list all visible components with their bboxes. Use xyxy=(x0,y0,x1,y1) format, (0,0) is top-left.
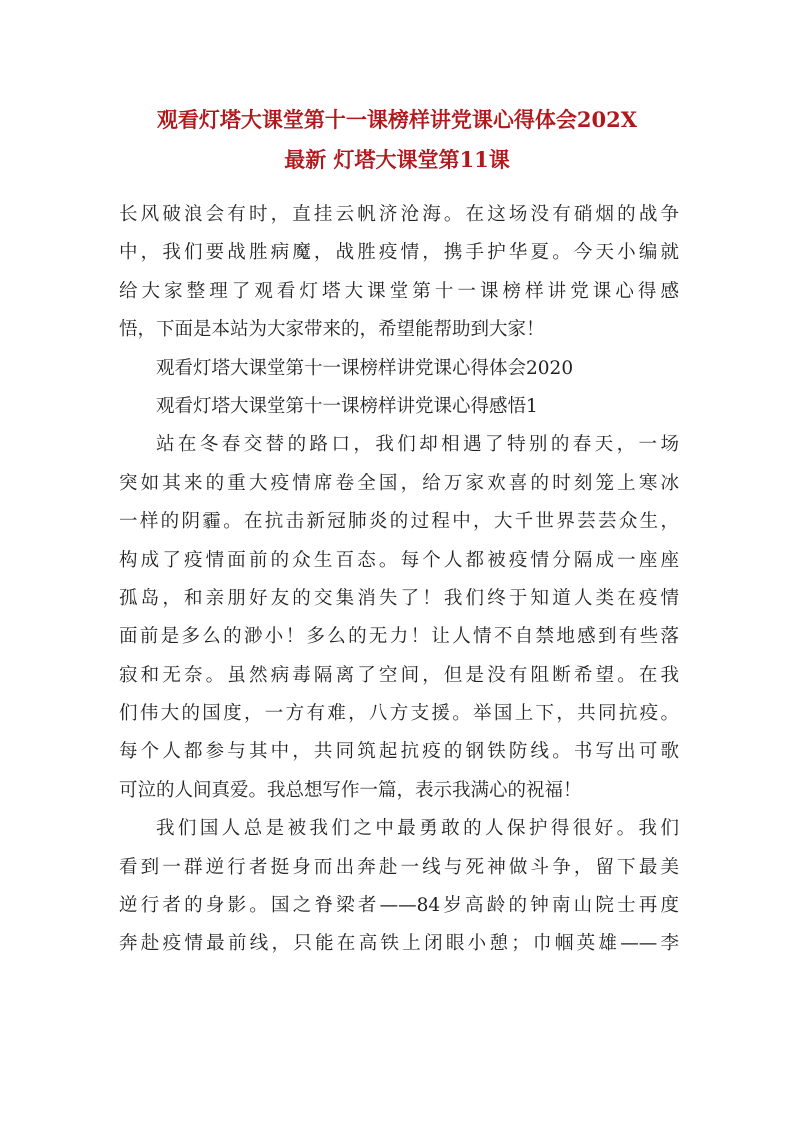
paragraph-line: 站在冬春交替的路口，我们却相遇了特别的春天，一场 xyxy=(156,434,679,456)
paragraph-line: 突如其来的重大疫情席卷全国，给万家欢喜的时刻笼上寒冰 xyxy=(119,472,679,494)
paragraph-line: 长风破浪会有时，直挂云帆济沧海。在这场没有硝烟的战争 xyxy=(119,204,679,225)
section-heading-line: 观看灯塔大课堂第十一课榜样讲党课心得体会2020 xyxy=(156,357,574,379)
paragraph-line: 一样的阴霾。在抗击新冠肺炎的过程中，大千世界芸芸众生， xyxy=(119,511,679,533)
paragraph-line: 奔赴疫情最前线，只能在高铁上闭眼小憩；巾帼英雄——李 xyxy=(119,933,679,955)
paragraph-line: 中，我们要战胜病魔，战胜疫情，携手护华夏。今天小编就 xyxy=(119,242,679,264)
paragraph-line: 给大家整理了观看灯塔大课堂第十一课榜样讲党课心得感 xyxy=(119,280,679,302)
paragraph-line: 孤岛，和亲朋好友的交集消失了！我们终于知道人类在疫情 xyxy=(119,587,679,609)
paragraph-line: 面前是多么的渺小！多么的无力！让人情不自禁地感到有些落 xyxy=(119,626,679,648)
paragraph-line: 们伟大的国度，一方有难，八方支援。举国上下，共同抗疫。 xyxy=(119,703,679,725)
paragraph-line: 构成了疫情面前的众生百态。每个人都被疫情分隔成一座座 xyxy=(119,549,679,571)
paragraph-line: 看到一群逆行者挺身而出奔赴一线与死神做斗争，留下最美 xyxy=(119,856,679,878)
title-line-1: 观看灯塔大课堂第十一课榜样讲党课心得体会202X xyxy=(156,107,638,132)
paragraph-line: 寂和无奈。虽然病毒隔离了空间，但是没有阻断希望。在我 xyxy=(119,664,679,686)
title-line-2: 最新 灯塔大课堂第11课 xyxy=(284,147,510,172)
document-title xyxy=(112,100,682,180)
document-body xyxy=(119,196,679,964)
paragraph-line: 逆行者的身影。国之脊梁者——84岁高龄的钟南山院士再度 xyxy=(119,895,679,917)
paragraph-line: 每个人都参与其中，共同筑起抗疫的钢铁防线。书写出可歌 xyxy=(119,741,679,763)
section-heading-line: 观看灯塔大课堂第十一课榜样讲党课心得感悟1 xyxy=(156,395,538,417)
paragraph-line: 可泣的人间真爱。我总想写作一篇，表示我满心的祝福！ xyxy=(119,779,582,801)
paragraph-line: 我们国人总是被我们之中最勇敢的人保护得很好。我们 xyxy=(156,818,679,840)
paragraph-line: 悟，下面是本站为大家带来的，希望能帮助到大家！ xyxy=(119,319,545,341)
